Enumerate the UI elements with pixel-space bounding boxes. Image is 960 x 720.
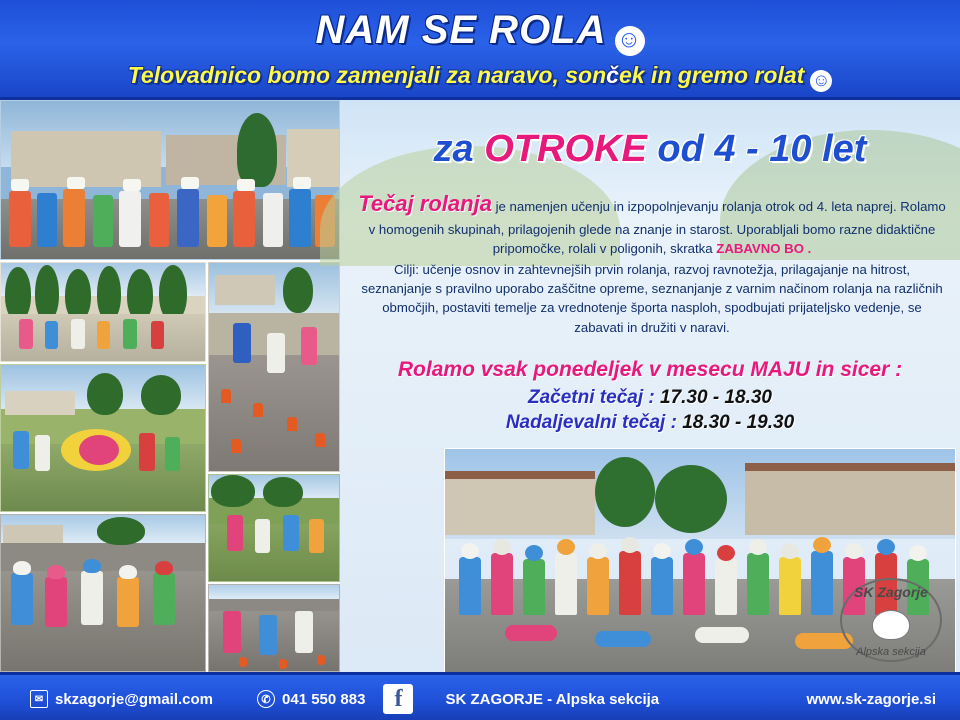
photo-kids-with-signs xyxy=(0,100,340,260)
facebook-icon: f xyxy=(383,684,413,714)
photo-skating-line-path xyxy=(0,262,206,362)
club-logo xyxy=(836,574,946,666)
description-paragraph-1 xyxy=(358,188,946,258)
description-text-1: je namenjen učenju in izpopolnjevanju rolanja otrok od 4. leta naprej. Rolamo v homogenih skupinah, prilagojenih glede na znanje in starost. Uporabljali bomo razne didaktične pripomočke, rolali v poligonih, skratka xyxy=(368,199,946,257)
organization-name: SK ZAGORJE - Alpska sekcija xyxy=(445,690,660,708)
schedule-heading: Rolamo vsak ponedeljek v mesecu MAJU in sicer : xyxy=(397,358,903,381)
advanced-label: Nadaljevalni tečaj : xyxy=(505,412,677,433)
smiley-icon: ☺ xyxy=(615,26,645,56)
photo-kids-on-grass xyxy=(208,474,340,582)
poster-header xyxy=(0,0,960,100)
age-range-title xyxy=(340,128,960,171)
logo-top-text: SK Zagorje xyxy=(854,584,928,600)
age-suffix: od 4 - 10 let xyxy=(646,128,867,170)
beginner-time: 17.30 - 18.30 xyxy=(660,387,772,408)
course-name-lead: Tečaj rolanja xyxy=(358,191,492,216)
website-link[interactable]: www.sk-zagorje.si xyxy=(806,690,936,708)
group-photo-building-right xyxy=(745,469,956,535)
contact-email[interactable] xyxy=(30,690,213,708)
age-prefix: za xyxy=(433,128,485,170)
mail-icon: ✉ xyxy=(30,690,48,708)
description-paragraph-2: Cilji: učenje osnov in zahtevnejših prvin rolanja, razvoj ravnotežja, prilagajanje na hitrost, seznanjanje s pravilno uporabo zaščitne opreme, seznanjanje z varnim načinom rolanja na različnih območjih, postaviti temelje za vrednotenje športa nasploh, spodbujati prijateljsko vedenje, se zabavati in družiti v naravi. xyxy=(361,262,943,335)
content-panel xyxy=(340,100,960,672)
facebook-link[interactable] xyxy=(383,684,413,714)
schedule-block xyxy=(340,358,960,437)
page-title-text: NAM SE ROLA xyxy=(315,8,607,52)
group-photo-roof-right xyxy=(745,463,956,471)
page-title xyxy=(0,8,960,56)
photo-kids-skating-cones xyxy=(208,584,340,672)
group-photo-tree-2 xyxy=(655,465,727,533)
beginner-label: Začetni tečaj : xyxy=(528,387,655,408)
subtitle-part-1: Telovadnico bomo zamenjali za naravo, son xyxy=(127,62,607,88)
smiley-icon-small: ☺ xyxy=(812,70,831,90)
subtitle-part-2: ek in gremo rolat xyxy=(618,62,805,88)
phone-icon: ✆ xyxy=(257,690,275,708)
page-subtitle xyxy=(0,62,960,92)
poster-footer xyxy=(0,672,960,720)
bird-logo-icon xyxy=(872,610,910,640)
photo-kids-sitting-ground xyxy=(0,514,206,672)
logo-bottom-text: Alpska sekcija xyxy=(856,646,926,658)
photo-collage xyxy=(0,100,340,672)
description-block xyxy=(358,188,946,339)
subtitle-hat-char: č xyxy=(606,62,619,88)
email-text: skzagorje@gmail.com xyxy=(55,690,214,708)
photo-cone-slalom xyxy=(208,262,340,472)
phone-text: 041 550 883 xyxy=(282,690,366,708)
schedule-row-beginner xyxy=(340,387,960,409)
advanced-time: 18.30 - 19.30 xyxy=(682,412,795,433)
age-highlight: OTROKE xyxy=(484,128,647,170)
group-photo-building-left xyxy=(445,477,595,535)
group-photo-roof-left xyxy=(445,471,595,479)
contact-phone[interactable] xyxy=(257,690,365,708)
schedule-row-advanced xyxy=(340,412,960,434)
group-photo-tree-1 xyxy=(595,457,655,527)
photo-group-parachute-game xyxy=(0,364,206,512)
fun-highlight: ZABAVNO BO . xyxy=(716,241,812,257)
